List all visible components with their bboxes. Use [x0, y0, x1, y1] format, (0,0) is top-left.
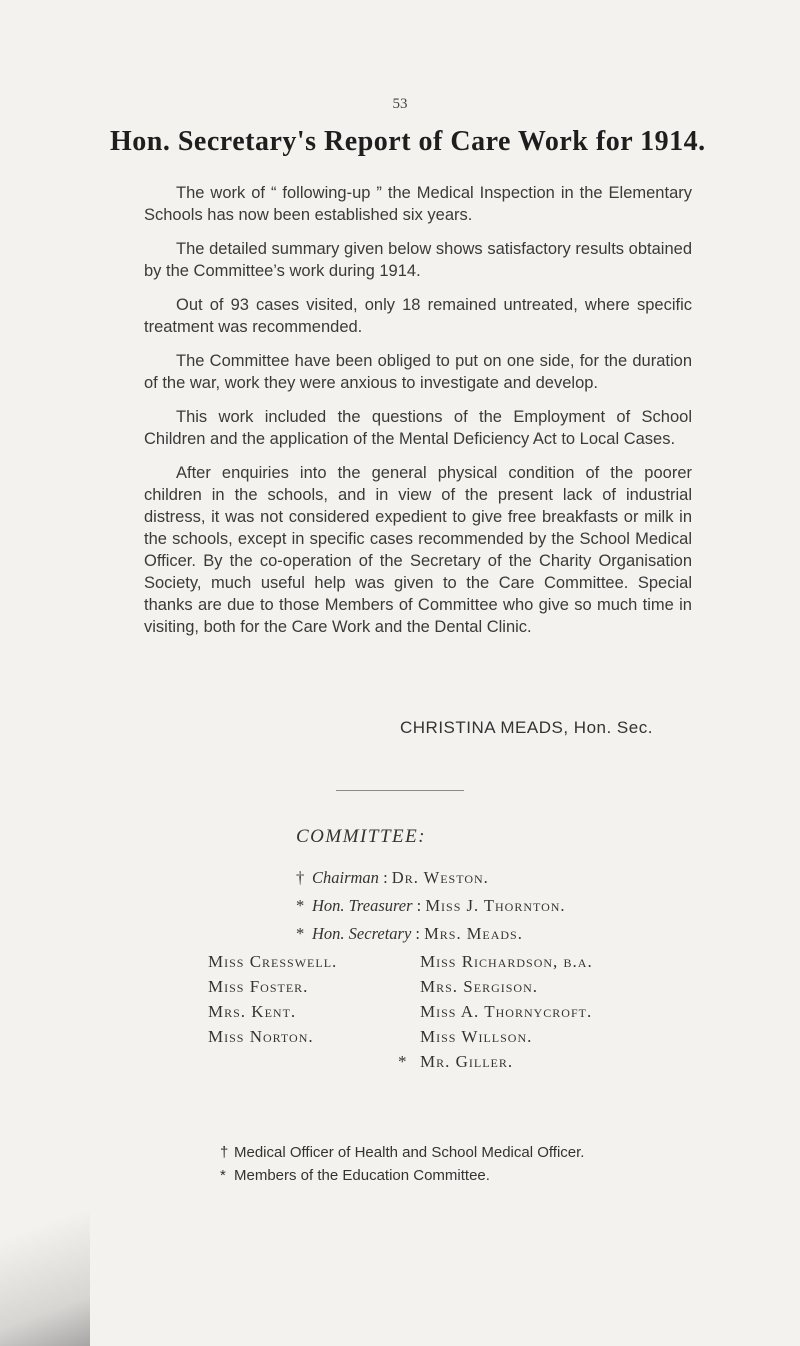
member-name: Mrs. Sergison.: [420, 977, 538, 996]
officer-name: Dr. Weston.: [391, 868, 489, 887]
page-corner-shadow: [0, 1180, 90, 1346]
member-name: Mr. Giller.: [420, 1052, 514, 1071]
officer-role: Chairman: [312, 868, 379, 887]
committee-heading: COMMITTEE:: [296, 826, 427, 847]
footnote: [220, 1144, 584, 1161]
member-entry: [420, 952, 593, 977]
member-name: Miss Cresswell.: [208, 952, 338, 971]
signature: CHRISTINA MEADS, Hon. Sec.: [400, 718, 653, 737]
officer-mark: *: [296, 924, 305, 943]
footnote-text: Members of the Education Committee.: [234, 1167, 490, 1184]
member-mark: *: [398, 1052, 408, 1071]
officer-role: Hon. Treasurer: [312, 896, 413, 915]
member-entry: [420, 1027, 593, 1052]
member-entry: [420, 977, 593, 1002]
footnote-text: Medical Officer of Health and School Medical Officer.: [234, 1144, 585, 1161]
paragraph: After enquiries into the general physical condition of the poorer children in the schools, and in view of the present lack of industrial distress, it was not considered expedient to give free breakfasts or milk in the schools, except in specific cases recommended by the School Medical Officer. By the co-operation of the Secretary of the Charity Organisation Society, much useful help was given to the Care Committee. Special thanks are due to those Members of Committee who give so much time in visiting, both for the Care Work and the Dental Clinic.: [144, 464, 692, 636]
divider-rule: [336, 790, 464, 791]
members-right-column: [398, 952, 593, 1077]
officer-secretary: * Hon. Secretary : Mrs. Meads.: [296, 924, 523, 943]
officer-mark: *: [296, 896, 305, 915]
member-name: Miss Willson.: [420, 1027, 533, 1046]
member-name: Miss A. Thornycroft.: [420, 1002, 593, 1021]
officer-name: Miss J. Thornton.: [425, 896, 566, 915]
officer-mark: †: [296, 868, 305, 887]
member-name: Mrs. Kent.: [208, 1002, 297, 1021]
member-entry: [398, 1052, 593, 1077]
report-body: [144, 182, 692, 650]
paragraph: Out of 93 cases visited, only 18 remained untreated, where specific treatment was recommended.: [144, 296, 692, 336]
member-name: Miss Norton.: [208, 1027, 314, 1046]
paragraph: The work of “ following-up ” the Medical Inspection in the Elementary Schools has now been established six years.: [144, 184, 692, 224]
paragraph: The detailed summary given below shows satisfactory results obtained by the Committee’s work during 1914.: [144, 240, 692, 280]
officer-chairman: † Chairman : Dr. Weston.: [296, 868, 489, 887]
paragraph: This work included the questions of the Employment of School Children and the application of the Mental Deficiency Act to Local Cases.: [144, 408, 692, 448]
footnote-symbol: †: [220, 1144, 229, 1161]
report-title: Hon. Secretary's Report of Care Work for 1914.: [110, 126, 706, 157]
footnote: [220, 1167, 490, 1184]
footnote-symbol: *: [220, 1167, 226, 1184]
members-left-column: [208, 952, 337, 1052]
member-name: Miss Richardson, b.a.: [420, 952, 593, 971]
paragraph: The Committee have been obliged to put on one side, for the duration of the war, work they were anxious to investigate and develop.: [144, 352, 692, 392]
officer-treasurer: * Hon. Treasurer : Miss J. Thornton.: [296, 896, 566, 915]
officer-role: Hon. Secretary: [312, 924, 412, 943]
member-entry: [420, 1002, 593, 1027]
member-name: Miss Foster.: [208, 977, 309, 996]
page-number: 53: [392, 96, 408, 112]
officer-name: Mrs. Meads.: [424, 924, 523, 943]
